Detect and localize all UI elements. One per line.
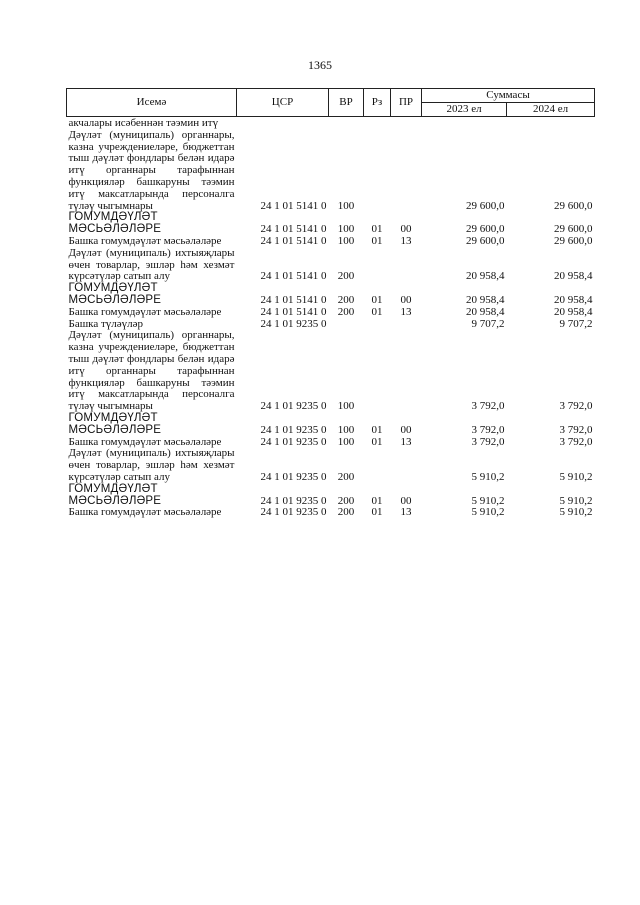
page-number: 1365 [308,58,332,72]
row-name: акчалары исәбеннән тәэмин итү [68,117,219,129]
row-name: ГОМУМДӘҮЛӘТ МӘСЬӘЛӘЛӘРЕ [68,282,162,306]
row-amount-2023: 20 958,4 [466,270,505,283]
row-vr-code: 200 [337,293,355,306]
row-pr-code: 00 [400,494,412,507]
table-row [67,283,595,307]
row-name: Дәүләт (муниципаль) органнары, казна учреждениеләре, бюджеттан тыш дәүләт фондлары белән идарә итү органнары тарафыннан функцияләр башкаруны тәэмин итү максатларында персоналга түләү чыгымнары [68,329,235,413]
row-pr-code [391,117,422,130]
row-amount-2024: 5 910,2 [559,506,593,519]
row-name: Башка түләүләр [68,317,144,330]
row-pr-code: 13 [400,435,412,448]
table-row [67,330,595,413]
row-amount-2024: 3 792,0 [559,400,593,413]
row-vr-code: 200 [337,305,355,318]
row-vr-code [329,117,364,130]
row-amount-2024: 29 600,0 [554,223,593,236]
row-pr-code [391,319,422,331]
row-pr-code: 13 [400,234,412,247]
row-amount-2023: 29 600,0 [466,199,505,212]
row-rz-code [364,117,391,130]
table-row [67,484,595,508]
row-rz-code: 01 [371,506,383,519]
row-csr-code: 24 1 01 9235 0 [260,470,327,483]
row-name: Башка гомумдәүләт мәсьәләләре [68,234,222,247]
row-pr-code: 00 [400,293,412,306]
row-csr-code: 24 1 01 5141 0 [260,199,327,212]
row-rz-code: 01 [371,494,383,507]
col-header-rz: Рз [364,89,391,117]
row-vr-code: 200 [337,494,355,507]
col-header-2024: 2024 ел [507,103,595,117]
row-csr-code: 24 1 01 5141 0 [260,293,327,306]
col-header-vr: ВР [329,89,364,117]
row-vr-code: 200 [337,506,355,519]
row-name: Башка гомумдәүләт мәсьәләләре [68,305,222,318]
row-amount-2023: 20 958,4 [466,293,505,306]
budget-table [66,88,595,519]
row-rz-code [364,448,391,483]
row-csr-code: 24 1 01 9235 0 [260,400,327,413]
row-amount-2023: 20 958,4 [466,305,505,318]
row-pr-code: 00 [400,223,412,236]
row-name: Дәүләт (муниципаль) ихтыяҗлары өчен товарлар, эшләр һәм хезмәт күрсәтүләр сатып алу [68,246,235,283]
row-amount-2024: 20 958,4 [554,270,593,283]
row-pr-code [391,130,422,213]
table-row [67,307,595,319]
row-rz-code [364,330,391,413]
row-pr-code: 13 [400,305,412,318]
row-amount-2023: 5 910,2 [471,470,505,483]
row-vr-code [329,319,364,331]
row-amount-2024: 5 910,2 [559,470,593,483]
row-rz-code: 01 [371,305,383,318]
row-amount-2023: 3 792,0 [471,400,505,413]
col-header-csr: ЦСР [237,89,329,117]
row-amount-2024: 20 958,4 [554,305,593,318]
row-csr-code [237,117,329,130]
row-rz-code: 01 [371,234,383,247]
row-name: Башка гомумдәүләт мәсьәләләре [68,435,222,448]
row-amount-2023: 9 707,2 [471,317,505,330]
row-vr-code: 100 [337,223,355,236]
row-pr-code: 13 [400,506,412,519]
row-csr-code: 24 1 01 9235 0 [260,317,327,330]
row-rz-code: 01 [371,435,383,448]
row-rz-code: 01 [371,223,383,236]
table-row [67,248,595,283]
row-rz-code [364,248,391,283]
row-csr-code: 24 1 01 9235 0 [260,435,327,448]
col-header-2023: 2023 ел [422,103,507,117]
row-amount-2024: 3 792,0 [559,435,593,448]
row-rz-code [364,130,391,213]
col-header-name: Исемә [67,89,237,117]
row-amount-2024: 29 600,0 [554,234,593,247]
table-row [67,117,595,130]
row-csr-code: 24 1 01 9235 0 [260,506,327,519]
row-amount-2024 [507,117,595,130]
row-amount-2023: 3 792,0 [471,423,505,436]
row-csr-code: 24 1 01 9235 0 [260,423,327,436]
row-amount-2023: 5 910,2 [471,494,505,507]
table-row [67,130,595,213]
table-row [67,212,595,236]
table-row [67,413,595,437]
row-pr-code: 00 [400,423,412,436]
row-rz-code [364,319,391,331]
row-vr-code: 200 [337,270,355,283]
row-amount-2023 [422,117,507,130]
row-amount-2024: 20 958,4 [554,293,593,306]
row-csr-code: 24 1 01 5141 0 [260,234,327,247]
row-pr-code [391,330,422,413]
row-amount-2023: 29 600,0 [466,234,505,247]
row-name: ГОМУМДӘҮЛӘТ МӘСЬӘЛӘЛӘРЕ [68,411,162,436]
table-row [67,448,595,483]
table-body [67,117,595,520]
row-vr-code: 100 [337,400,355,413]
row-csr-code: 24 1 01 5141 0 [260,305,327,318]
row-name: Дәүләт (муниципаль) ихтыяҗлары өчен товарлар, эшләр һәм хезмәт күрсәтүләр сатып алу [68,447,235,483]
row-name: ГОМУМДӘҮЛӘТ МӘСЬӘЛӘЛӘРЕ [68,211,162,236]
row-amount-2024: 9 707,2 [559,317,593,330]
row-rz-code: 01 [371,423,383,436]
row-pr-code [391,248,422,283]
row-vr-code: 100 [337,234,355,247]
row-csr-code: 24 1 01 5141 0 [260,223,327,236]
row-csr-code: 24 1 01 5141 0 [260,270,327,283]
row-amount-2024: 5 910,2 [559,494,593,507]
row-amount-2023: 5 910,2 [471,506,505,519]
row-csr-code: 24 1 01 9235 0 [260,494,327,507]
row-amount-2024: 29 600,0 [554,199,593,212]
row-name: ГОМУМДӘҮЛӘТ МӘСЬӘЛӘЛӘРЕ [68,482,162,507]
row-vr-code: 100 [337,423,355,436]
col-header-pr: ПР [391,89,422,117]
row-amount-2023: 29 600,0 [466,223,505,236]
row-vr-code: 100 [337,199,355,212]
row-vr-code: 100 [337,435,355,448]
col-header-sums: Суммасы [422,89,595,103]
row-pr-code [391,448,422,483]
row-name: Башка гомумдәүләт мәсьәләләре [68,506,222,519]
table-row [67,507,595,519]
row-name: Дәүләт (муниципаль) органнары, казна учреждениеләре, бюджеттан тыш дәүләт фондлары белән идарә итү органнары тарафыннан функцияләр башкаруны тәэмин итү максатларында персоналга түләү чыгымнары [68,128,235,212]
row-amount-2024: 3 792,0 [559,423,593,436]
row-vr-code: 200 [337,470,355,483]
row-amount-2023: 3 792,0 [471,435,505,448]
row-rz-code: 01 [371,293,383,306]
table-row [67,236,595,248]
